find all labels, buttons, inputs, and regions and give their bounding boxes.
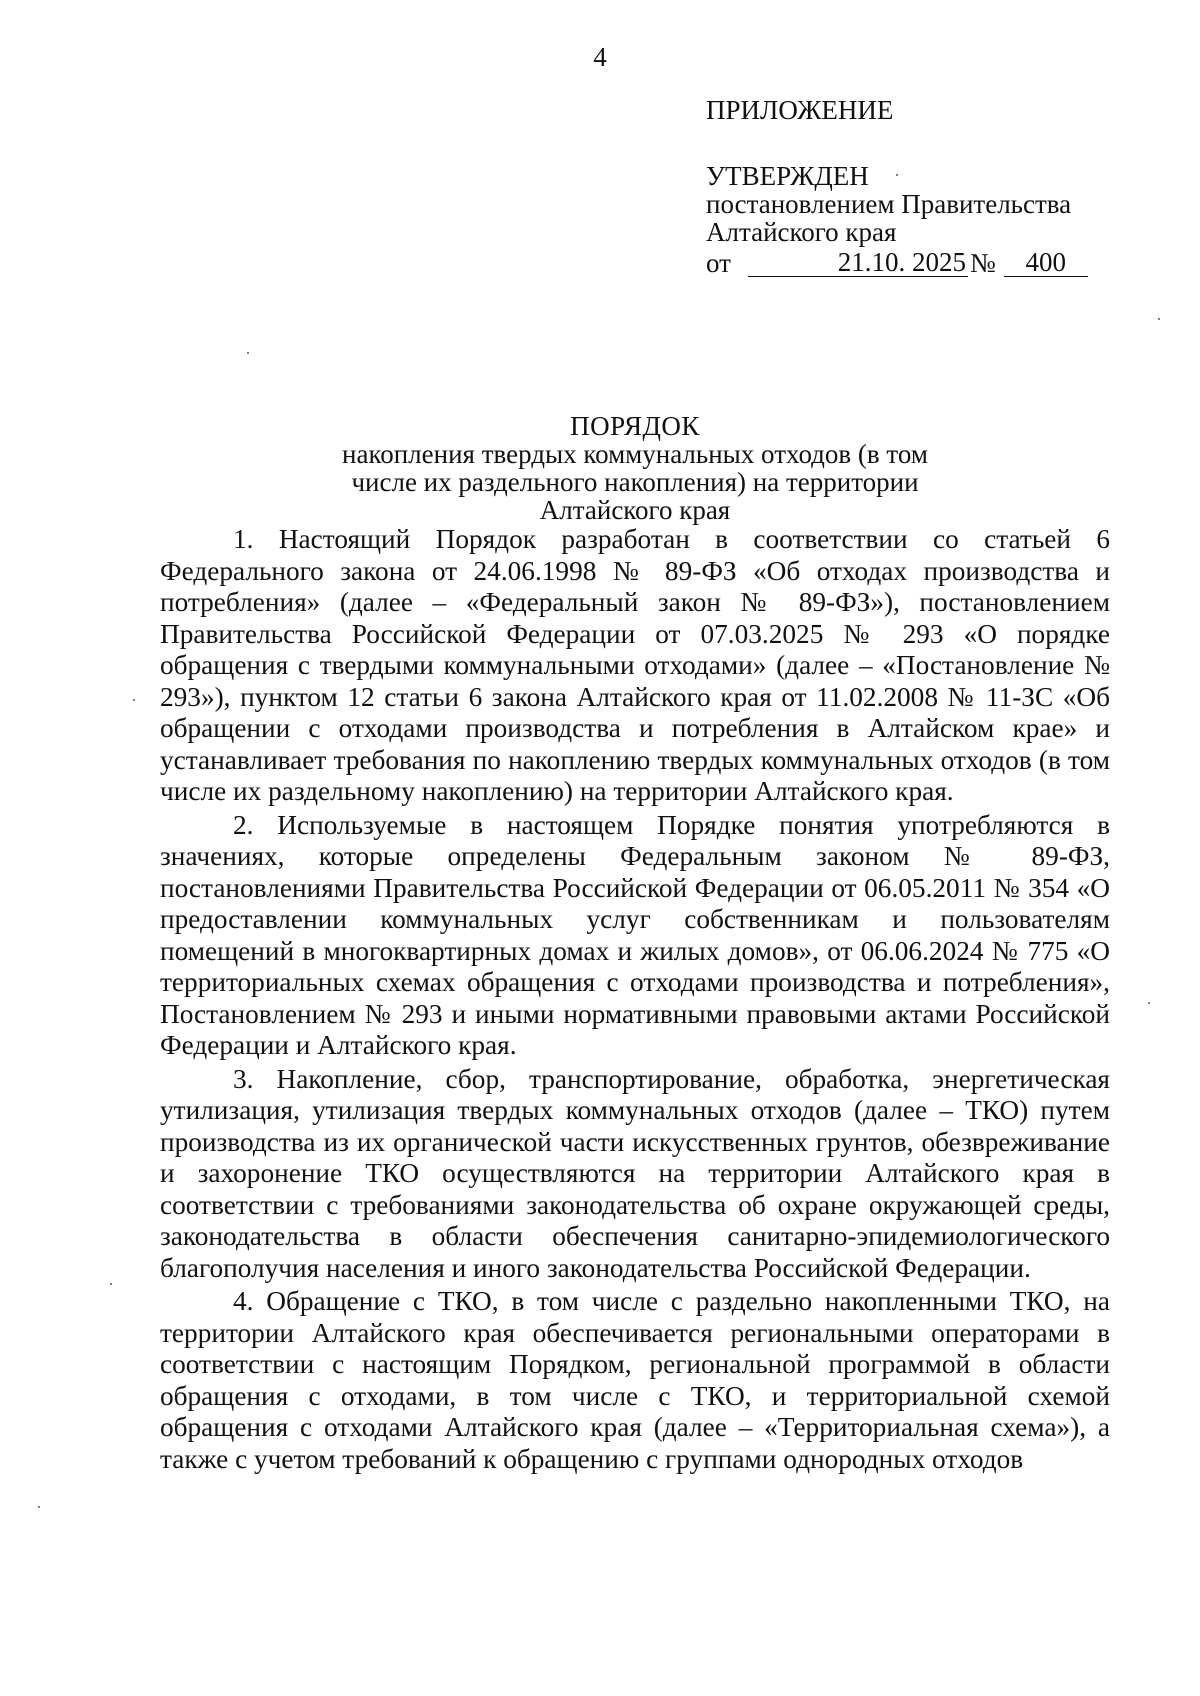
paragraph-2: 2. Используемые в настоящем Порядке понятия употребляются в значениях, которые определены Федеральным законом № 89-ФЗ, постановлениями Правительства Российской Федерации от 06.05.2011 № 354 «О предоставлении коммунальных услуг собственникам и пользователям помещений в многоквартирных домах и жилых домов», от 06.06.2024 № 775 «О территориальных схемах обращения с отходами производства и потребления», Постановлением № 293 и иными нормативными правовыми актами Российской Федерации и Алтайского края. [160, 809, 1110, 1060]
scan-speck [133, 699, 135, 701]
document-title [160, 412, 1110, 524]
title-subtitle: накопления твердых коммунальных отходов (в том числе их раздельного накопления) на территории Алтайского края [342, 439, 928, 525]
approved-by-line-1: постановлением Правительства [706, 189, 1072, 219]
scan-speck [896, 174, 898, 176]
approval-block [706, 96, 1126, 277]
title-main: ПОРЯДОК [570, 411, 700, 441]
approved-by-line-2: Алтайского края [706, 217, 897, 247]
scan-speck [110, 1283, 112, 1285]
approved-label: УТВЕРЖДЕН [706, 161, 869, 191]
paragraph-1: 1. Настоящий Порядок разработан в соответствии со статьей 6 Федерального закона от 24.06.1998 № 89-ФЗ «Об отходах производства и потребления» (далее – «Федеральный закон № 89-ФЗ»), постановлением Правительства Российской Федерации от 07.03.2025 № 293 «О порядке обращения с твердыми коммунальными отходами» (далее – «Постановление № 293»), пунктом 12 статьи 6 закона Алтайского края от 11.02.2008 № 11-ЗС «Об обращении с отходами производства и потребления в Алтайском крае» и устанавливает требования по накоплению твердых коммунальных отходов (в том числе их раздельному накоплению) на территории Алтайского края. [160, 524, 1110, 806]
approval-date-line [706, 249, 1126, 277]
page-number: 4 [593, 42, 607, 72]
number-sign: № [970, 248, 996, 278]
scan-speck [1148, 1002, 1150, 1004]
scan-speck [38, 1506, 40, 1508]
document-body [160, 524, 1110, 1477]
appendix-heading: ПРИЛОЖЕНИЕ [706, 95, 894, 125]
scan-speck [1158, 318, 1160, 320]
scan-speck [247, 352, 249, 354]
approval-date: 21.10. 2025 [748, 249, 968, 277]
paragraph-4: 4. Обращение с ТКО, в том числе с раздельно накопленными ТКО, на территории Алтайского края обеспечивается региональными операторами в соответствии с настоящим Порядком, региональной программой в области обращения с отходами, в том числе с ТКО, и территориальной схемой обращения с отходами Алтайского края (далее – «Территориальная схема»), а также с учетом требований к обращению с группами однородных отходов [160, 1286, 1110, 1474]
paragraph-3: 3. Накопление, сбор, транспортирование, обработка, энергетическая утилизация, утилизация твердых коммунальных отходов (далее – ТКО) путем производства из их органической части искусственных грунтов, обезвреживание и захоронение ТКО осуществляются на территории Алтайского края в соответствии с требованиями законодательства об охране окружающей среды, законодательства в области обеспечения санитарно-эпидемиологического благополучия населения и иного законодательства Российской Федерации. [160, 1063, 1110, 1283]
approval-number: 400 [1004, 249, 1088, 277]
from-label: от [706, 248, 731, 278]
